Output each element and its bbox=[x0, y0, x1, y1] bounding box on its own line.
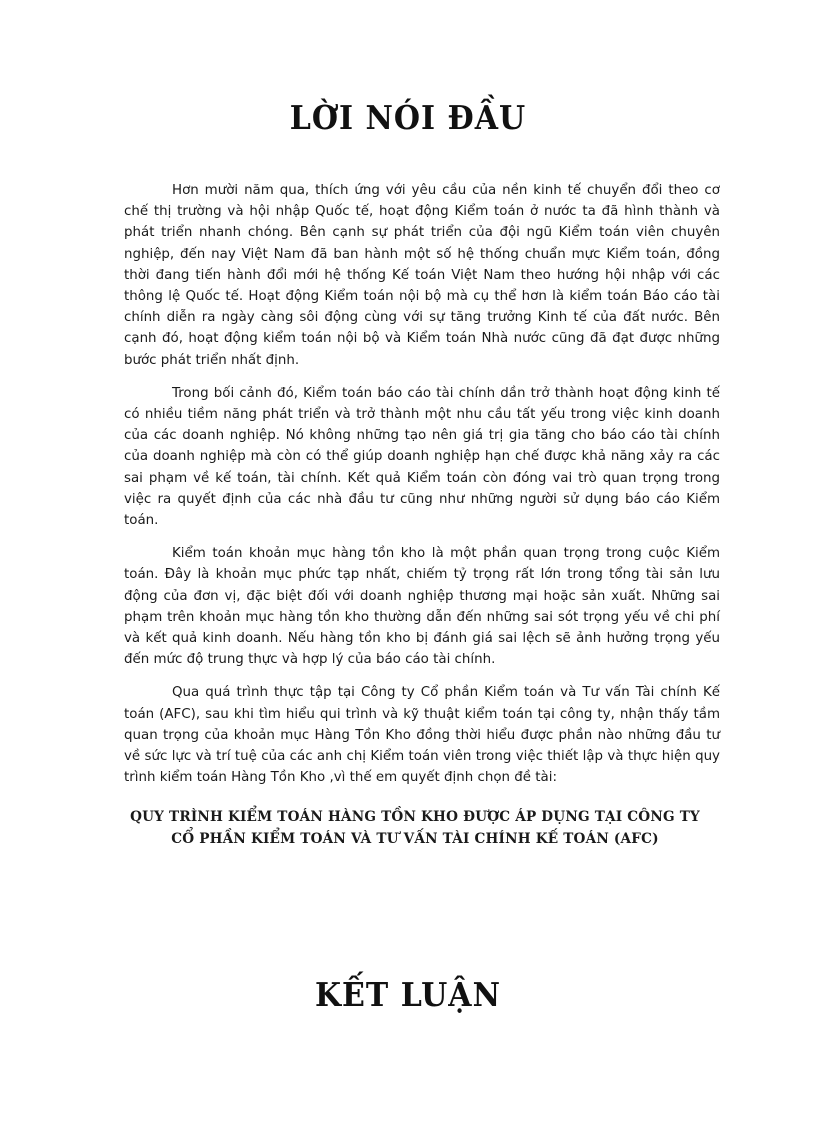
section-title: KẾT LUẬN bbox=[314, 976, 502, 1015]
paragraph: Qua quá trình thực tập tại Công ty Cổ phần Kiểm toán và Tư vấn Tài chính Kế toán (AFC), sau khi tìm hiểu qui trình và kỹ thuật kiểm toán tại công ty, nhận thấy tầm quan trọng của khoản mục Hàng Tồn Kho đồng thời hiểu được phần nào những đầu tư về sức lực và trí tuệ của các anh chị Kiểm toán viên trong việc thiết lập và thực hiện quy trình kiểm toán Hàng Tồn Kho ,vì thế em quyết định chọn đề tài: bbox=[124, 685, 720, 786]
thesis-subject bbox=[110, 806, 720, 850]
page-title: LỜI NÓI ĐẦU bbox=[289, 99, 527, 138]
thesis-subject-line: QUY TRÌNH KIỂM TOÁN HÀNG TỒN KHO ĐƯỢC ÁP DỤNG TẠI CÔNG TY bbox=[130, 809, 700, 825]
paragraph: Kiểm toán khoản mục hàng tồn kho là một phần quan trọng trong cuộc Kiểm toán. Đây là khoản mục phức tạp nhất, chiếm tỷ trọng rất lớn trong tổng tài sản lưu động của đơn vị, đặc biệt đối với doanh nghiệp thương mại hoặc sản xuất. Những sai phạm trên khoản mục hàng tồn kho thường dẫn đến những sai sót trọng yếu về chi phí và kết quả kinh doanh. Nếu hàng tồn kho bị đánh giá sai lệch sẽ ảnh hưởng trọng yếu đến mức độ trung thực và hợp lý của báo cáo tài chính. bbox=[124, 546, 720, 668]
paragraph: Trong bối cảnh đó, Kiểm toán báo cáo tài chính dần trở thành hoạt động kinh tế có nhiều tiềm năng phát triển và trở thành một nhu cầu tất yếu trong việc kinh doanh của các doanh nghiệp. Nó không những tạo nên giá trị gia tăng cho báo cáo tài chính của doanh nghiệp mà còn có thể giúp doanh nghiệp hạn chế được khả năng xảy ra các sai phạm về kế toán, tài chính. Kết quả Kiểm toán còn đóng vai trò quan trọng trong việc ra quyết định của các nhà đầu tư cũng như những người sử dụng báo cáo Kiểm toán. bbox=[124, 385, 720, 529]
paragraph: Hơn mười năm qua, thích ứng với yêu cầu của nền kinh tế chuyển đổi theo cơ chế thị trường và hội nhập Quốc tế, hoạt động Kiểm toán ở nước ta đã hình thành và phát triển nhanh chóng. Bên cạnh sự phát triển của đội ngũ Kiểm toán viên chuyên nghiệp, đến nay Việt Nam đã ban hành một số hệ thống chuẩn mực Kiểm toán, đồng thời đang tiến hành đổi mới hệ thống Kế toán Việt Nam theo hướng hội nhập với các thông lệ Quốc tế. Hoạt động Kiểm toán nội bộ mà cụ thể hơn là kiểm toán Báo cáo tài chính diễn ra ngày càng sôi động cùng với sự tăng trưởng Kinh tế của đất nước. Bên cạnh đó, hoạt động kiểm toán nội bộ và Kiểm toán Nhà nước cũng đã đạt được những bước phát triển nhất định. bbox=[124, 183, 720, 368]
body-text bbox=[124, 180, 720, 800]
thesis-subject-line: CỔ PHẦN KIỂM TOÁN VÀ TƯ VẤN TÀI CHÍNH KẾ TOÁN (AFC) bbox=[171, 831, 659, 847]
